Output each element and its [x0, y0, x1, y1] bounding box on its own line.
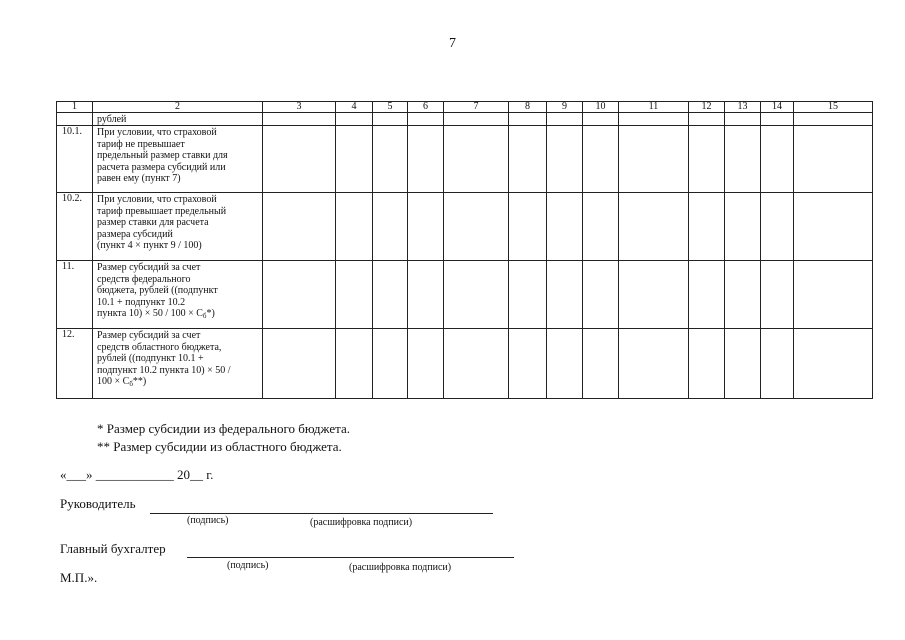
unit-row — [57, 113, 873, 126]
description-line — [97, 376, 262, 388]
description-line — [97, 274, 262, 286]
description-text: размер ставки для расчета — [97, 217, 209, 229]
row-description — [93, 193, 263, 261]
empty-cell — [547, 329, 583, 399]
empty-cell — [444, 329, 509, 399]
empty-cell — [373, 261, 408, 329]
empty-cell — [263, 329, 336, 399]
empty-cell — [408, 329, 444, 399]
description-line — [97, 173, 262, 185]
table-row — [57, 193, 873, 261]
column-number-4: 4 — [336, 102, 373, 113]
column-number-14: 14 — [761, 102, 794, 113]
empty-cell — [547, 261, 583, 329]
manager-label: Руководитель — [60, 496, 136, 511]
column-number-12: 12 — [689, 102, 725, 113]
description-text: тариф превышает предельный — [97, 205, 227, 217]
formula-tail: *) — [206, 308, 215, 320]
unit-cell: рублей — [93, 113, 263, 126]
empty-cell — [619, 126, 689, 193]
column-number-11: 11 — [619, 102, 689, 113]
empty-cell — [794, 261, 873, 329]
subsidy-calculation-table — [56, 101, 873, 399]
row-number: 11. — [57, 261, 93, 329]
empty-cell — [444, 193, 509, 261]
description-line — [97, 262, 262, 274]
formula-tail: **) — [132, 376, 147, 388]
description-line — [97, 285, 262, 297]
footnote-federal: * Размер субсидии из федерального бюджета. — [97, 421, 350, 436]
empty-cell — [509, 329, 547, 399]
description-text: При условии, что страховой — [97, 127, 217, 138]
empty-cell — [408, 193, 444, 261]
empty-cell — [583, 193, 619, 261]
description-text: тариф не превышает — [97, 138, 185, 150]
empty-cell — [725, 261, 761, 329]
empty-cell — [725, 193, 761, 261]
manager-signature-line — [150, 513, 493, 514]
empty-cell — [373, 126, 408, 193]
description-line — [97, 297, 262, 309]
empty-cell — [725, 126, 761, 193]
empty-cell — [583, 329, 619, 399]
description-text: бюджета, рублей ((подпункт — [97, 285, 218, 297]
column-number-15: 15 — [794, 102, 873, 113]
description-text: 100 × С — [97, 376, 130, 388]
description-text: предельный размер ставки для — [97, 150, 228, 162]
empty-cell — [619, 261, 689, 329]
description-text: подпункт 10.2 пункта 10) × 50 / — [97, 364, 231, 376]
empty-cell — [373, 329, 408, 399]
empty-cell — [263, 261, 336, 329]
formula-subscript: б — [129, 380, 133, 389]
description-line — [97, 342, 262, 354]
formula-subscript: б — [202, 312, 207, 321]
description-text: (пункт 4 × пункт 9 / 100) — [97, 240, 202, 252]
column-number-7: 7 — [444, 102, 509, 113]
empty-cell — [263, 126, 336, 193]
manager-decoding-hint: (расшифровка подписи) — [310, 517, 413, 528]
empty-cell — [689, 329, 725, 399]
column-number-13: 13 — [725, 102, 761, 113]
description-text: пункта 10) × 50 / 100 × С — [97, 308, 203, 320]
row-number: 12. — [57, 329, 93, 399]
row-description — [93, 126, 263, 193]
date-line: «___» ____________ 20__ г. — [60, 467, 214, 482]
empty-cell — [336, 261, 373, 329]
column-number-6: 6 — [408, 102, 444, 113]
empty-cell — [336, 193, 373, 261]
empty-cell — [444, 261, 509, 329]
description-line — [97, 353, 262, 365]
empty-cell — [444, 126, 509, 193]
empty-cell — [509, 193, 547, 261]
description-line — [97, 127, 262, 139]
description-line — [97, 162, 262, 174]
description-text: средств федерального — [97, 273, 191, 285]
accountant-signature-line — [187, 557, 514, 558]
column-number-9: 9 — [547, 102, 583, 113]
description-text: средств областного бюджета, — [97, 341, 222, 353]
column-number-8: 8 — [509, 102, 547, 113]
accountant-decoding-hint: (расшифровка подписи) — [349, 562, 452, 573]
description-text: рублей ((подпункт 10.1 + — [97, 353, 204, 365]
empty-cell — [761, 126, 794, 193]
empty-cell — [336, 126, 373, 193]
description-text: расчета размера субсидий или — [97, 161, 226, 173]
empty-cell — [263, 193, 336, 261]
empty-cell — [509, 126, 547, 193]
empty-cell — [794, 329, 873, 399]
empty-cell — [689, 193, 725, 261]
description-text: размера субсидий — [97, 228, 173, 240]
empty-cell — [583, 126, 619, 193]
description-text: 10.1 + подпункт 10.2 — [97, 296, 186, 308]
empty-cell — [619, 193, 689, 261]
description-line — [97, 194, 262, 206]
page-number: 7 — [449, 36, 456, 51]
column-number-10: 10 — [583, 102, 619, 113]
description-line — [97, 330, 262, 342]
column-number-3: 3 — [263, 102, 336, 113]
description-text: Размер субсидий за счет — [97, 330, 201, 341]
manager-signature-hint: (подпись) — [187, 515, 229, 526]
accountant-signature-hint: (подпись) — [227, 560, 269, 571]
description-text: Размер субсидий за счет — [97, 262, 201, 273]
empty-cell — [336, 329, 373, 399]
column-number-row — [57, 102, 873, 113]
description-line — [97, 150, 262, 162]
empty-cell — [408, 261, 444, 329]
footnote-regional: ** Размер субсидии из областного бюджета. — [97, 439, 342, 454]
description-text: равен ему (пункт 7) — [97, 173, 181, 185]
empty-cell — [373, 193, 408, 261]
empty-cell — [619, 329, 689, 399]
column-number-1: 1 — [57, 102, 93, 113]
empty-cell — [408, 126, 444, 193]
empty-cell — [794, 193, 873, 261]
row-number: 10.1. — [57, 126, 93, 193]
table-row — [57, 329, 873, 399]
empty-cell — [547, 126, 583, 193]
row-description — [93, 261, 263, 329]
empty-cell — [761, 193, 794, 261]
empty-cell — [761, 329, 794, 399]
empty-cell — [57, 113, 93, 126]
description-line — [97, 365, 262, 377]
accountant-label: Главный бухгалтер — [60, 541, 166, 556]
column-number-5: 5 — [373, 102, 408, 113]
description-line — [97, 139, 262, 151]
empty-cell — [547, 193, 583, 261]
empty-cell — [689, 261, 725, 329]
row-description — [93, 329, 263, 399]
empty-cell — [794, 126, 873, 193]
empty-cell — [761, 261, 794, 329]
empty-cell — [725, 329, 761, 399]
table-row — [57, 126, 873, 193]
description-line — [97, 217, 262, 229]
empty-cell — [509, 261, 547, 329]
description-text: При условии, что страховой — [97, 194, 217, 205]
description-line — [97, 308, 262, 320]
empty-cell — [689, 126, 725, 193]
stamp-mark: М.П.». — [60, 570, 98, 585]
column-number-2: 2 — [93, 102, 263, 113]
description-line — [97, 206, 262, 218]
description-line — [97, 240, 262, 252]
empty-cell — [583, 261, 619, 329]
table-row — [57, 261, 873, 329]
description-line — [97, 229, 262, 241]
row-number: 10.2. — [57, 193, 93, 261]
